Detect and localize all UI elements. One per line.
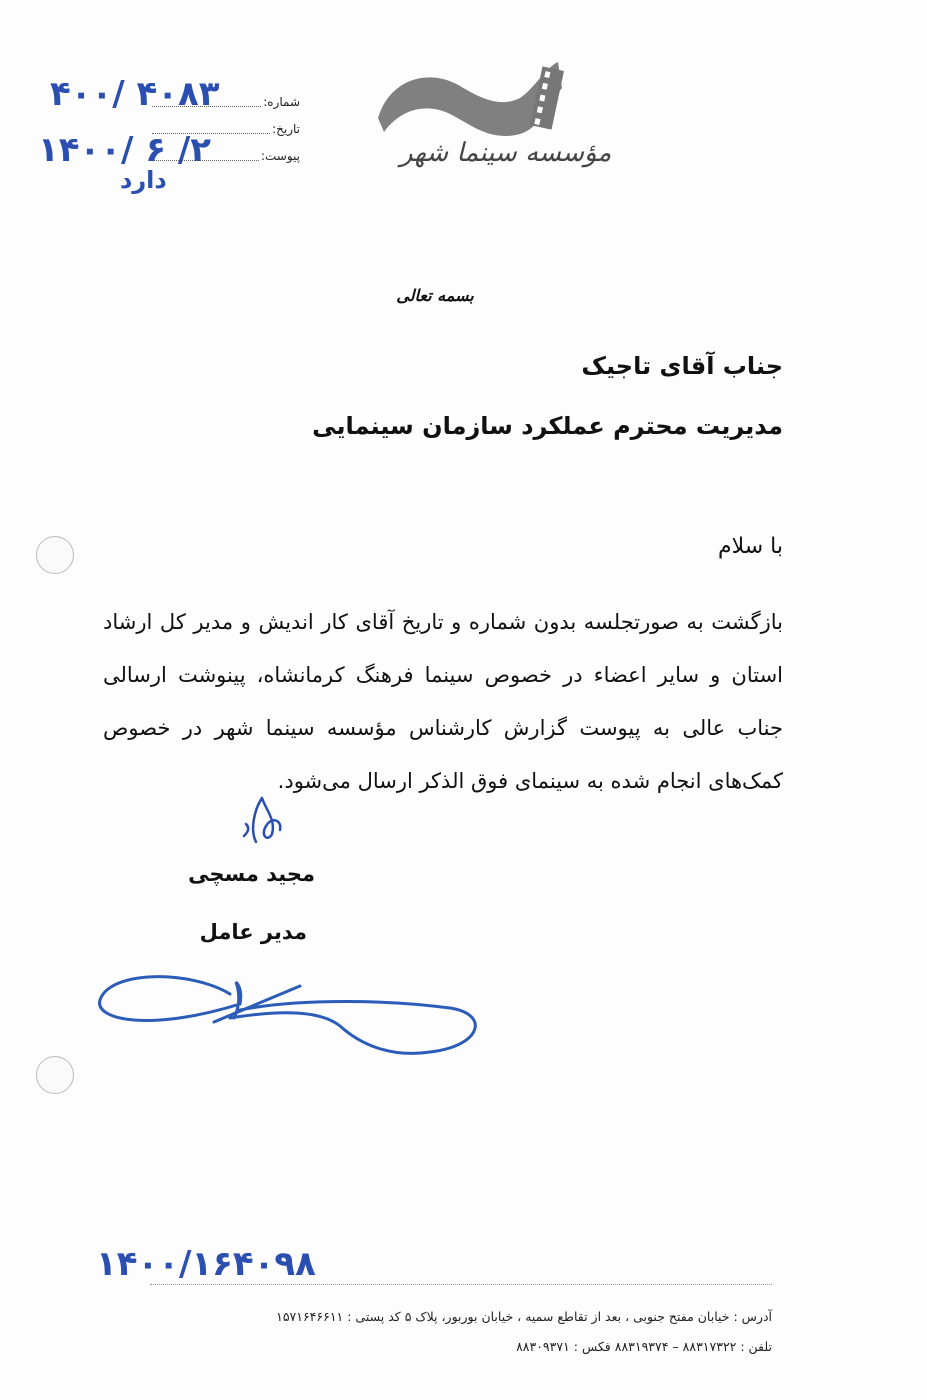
footer-phone: تلفن : ۸۸۳۱۷۳۲۲ – ۸۸۳۱۹۳۷۴ فکس : ۸۸۳۰۹۳۷۱	[516, 1339, 772, 1354]
logo-caption: مؤسسه سینما شهر	[400, 138, 612, 168]
handwritten-letter-date: ۱۴۰۰/ ۶ /۲	[38, 130, 212, 170]
signer-title: مدیر عامل	[199, 920, 307, 944]
signature-icon	[90, 960, 490, 1070]
signer-name: مجید مسچی	[188, 862, 315, 886]
greeting: با سلام	[717, 534, 783, 559]
punch-hole	[36, 1056, 74, 1094]
letter-body: بازگشت به صورتجلسه بدون شماره و تاریخ آقای کار اندیش و مدیر کل ارشاد استان و سایر اعضاء در خصوص سینما فرهنگ کرمانشاه، پینوشت ارسالی جناب عالی به پیوست گزارش کارشناس مؤسسه سینما شهر در خصوص کمک‌های انجام شده به سینمای فوق الذکر ارسال می‌شود.	[103, 610, 783, 793]
footer-address: آدرس : خیابان مفتح جنوبی ، بعد از تقاطع سمیه ، خیابان بوربور، پلاک ۵ کد پستی : ۱۵۷۱۶۴۶۶۱۱	[276, 1309, 772, 1324]
initials-scribble-icon	[236, 790, 296, 850]
punch-hole	[36, 536, 74, 574]
meta-attachment-label: پیوست:	[260, 148, 300, 163]
meta-date-label: تاریخ:	[272, 121, 300, 136]
footer-divider	[150, 1284, 772, 1285]
invocation: بسمه تعالی	[396, 286, 474, 305]
handwritten-attachment: دارد	[120, 166, 167, 194]
recipient-position: مدیریت محترم عملکرد سازمان سینمایی	[312, 412, 783, 440]
recipient-name: جناب آقای تاجیک	[581, 352, 783, 380]
handwritten-registration-number: ۱۴۰۰/۱۶۴۰۹۸	[96, 1244, 316, 1284]
handwritten-letter-number: ۴۰۰/ ۴۰۸۳	[50, 74, 220, 114]
meta-number-label: شماره:	[263, 94, 300, 109]
cinema-shahr-logo-icon	[370, 58, 570, 198]
